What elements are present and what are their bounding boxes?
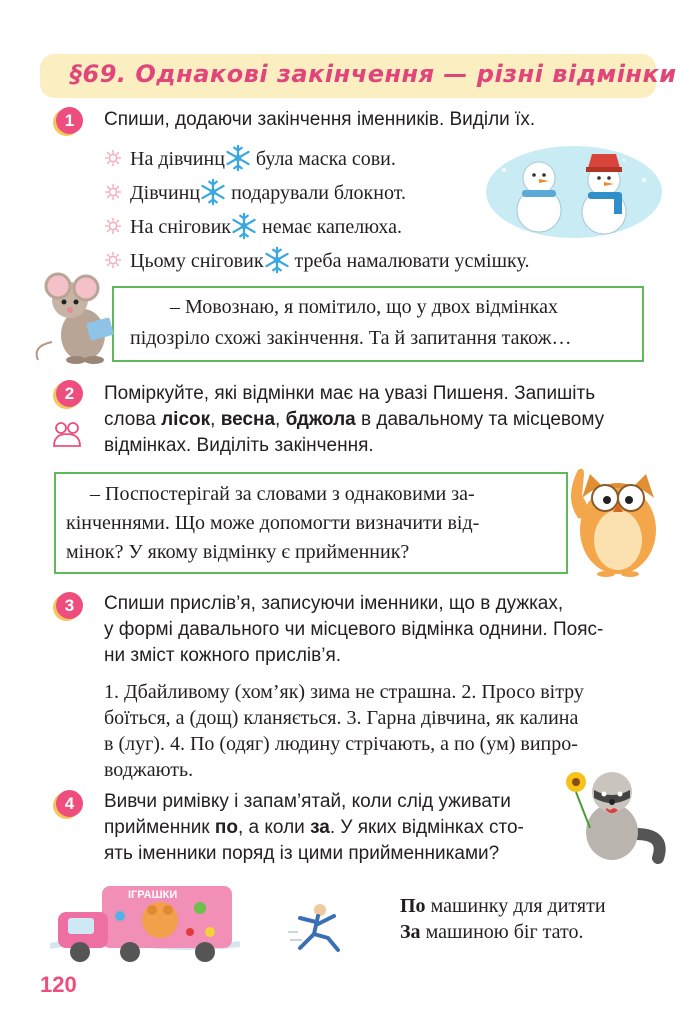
task4-line-2 [104,814,524,841]
separator: , [210,409,221,430]
rhyme-text: машинку для дитяти [425,895,606,917]
word-vesna: весна [220,409,276,430]
task2-line-2 [104,406,604,433]
rhyme-line-1 [400,892,606,921]
snowflake-icon [224,144,252,172]
task1-line-4-end: треба намалювати усмішку. [289,250,530,272]
mouse-quote-line-2: підозріло схожі закінчення. Та й запитання також… [130,327,572,349]
rhyme-text: машиною біг тато. [420,921,584,943]
task1-line-3-start: На сніговик [130,216,232,238]
proverb-line-1: 1. Дбайливому (хом’як) зима не страшна. 2. Просо вітру [104,681,584,703]
flower-bullet-icon [104,251,122,269]
task1-line-2-end: подарували блокнот. [226,182,406,204]
task1-line-4 [104,246,529,274]
task4-text: . У яких відмінках сто- [329,817,524,838]
task2-line-1: Поміркуйте, які відмінки має на увазі Пишеня. Запишіть [104,383,596,404]
task1-line-3 [104,212,402,240]
rhyme-word-po: По [400,895,426,917]
toy-truck-illustration [50,876,240,970]
page-title: §69. Однакові закінчення — різні відмінки [70,60,677,88]
task-number-1: 1 [56,107,83,134]
proverb-line-3: в (луг). 4. По (одяг) людину стрічають, а по (ум) випро- [104,733,578,755]
running-man-illustration [288,902,348,956]
truck-sign: ІГРАШКИ [128,889,178,901]
task4-line-3: ять іменники поряд із цими прийменниками? [104,843,500,864]
task2-text: слова [104,409,162,430]
mouse-quote-line-1: – Мовознаю, я помітило, що у двох відмінках [170,296,558,318]
task3-line-2: у формі давального чи місцевого відмінка однини. Пояс- [104,619,604,640]
task1-instruction: Спиши, додаючи закінчення іменників. Виділи їх. [104,109,536,130]
task4-text: прийменник [104,817,215,838]
word-za: за [310,817,330,838]
task-number-3: 3 [56,592,83,619]
word-lisok: лісок [161,409,211,430]
owl-quote-line-1: – Поспостерігай за словами з однаковими за- [90,483,475,505]
flower-bullet-icon [104,183,122,201]
page-number: 120 [40,972,77,997]
task1-line-4-start: Цьому сніговик [130,250,264,272]
task4-line-1: Вивчи римівку і запам’ятай, коли слід уживати [104,791,511,812]
snowflake-icon [199,178,227,206]
snowflake-icon [263,246,291,274]
separator: , [275,409,286,430]
flower-bullet-icon [104,149,122,167]
rhyme-word-za: За [400,921,421,943]
rhyme-line-2 [400,918,583,947]
task1-line-1-start: На дівчинц [130,148,225,170]
task1-line-2-start: Дівчинц [130,182,201,204]
proverb-line-2: боїться, а (дощ) кланяється. 3. Гарна дівчина, як калина [104,707,579,729]
task2-line-3: відмінках. Виділіть закінчення. [104,435,374,456]
task-number-4: 4 [56,790,83,817]
task2-text: в давальному та місцевому [355,409,605,430]
task-number-2: 2 [56,380,83,407]
task4-text: , а коли [238,817,311,838]
snowmen-illustration [484,140,664,240]
word-bdzhola: бджола [285,409,356,430]
proverb-line-4: воджають. [104,759,194,781]
raccoon-character [556,764,666,864]
owl-quote-line-3: мінок? У якому відмінку є прийменник? [66,541,410,563]
word-po: по [214,817,238,838]
task1-line-1-end: була маска сови. [250,148,396,170]
owl-quote-line-2: кінченнями. Що може допомогти визначити від- [66,512,480,534]
mouse-character [28,270,120,366]
owl-character [560,458,666,578]
snowflake-icon [230,212,258,240]
task1-line-2 [104,178,406,206]
pair-work-icon [52,420,82,448]
task1-line-3-end: немає капелюха. [257,216,402,238]
flower-bullet-icon [104,217,122,235]
task3-line-3: ни зміст кожного прислів’я. [104,645,342,666]
task1-line-1 [104,144,396,172]
task3-line-1: Спиши прислів’я, записуючи іменники, що в дужках, [104,593,564,614]
